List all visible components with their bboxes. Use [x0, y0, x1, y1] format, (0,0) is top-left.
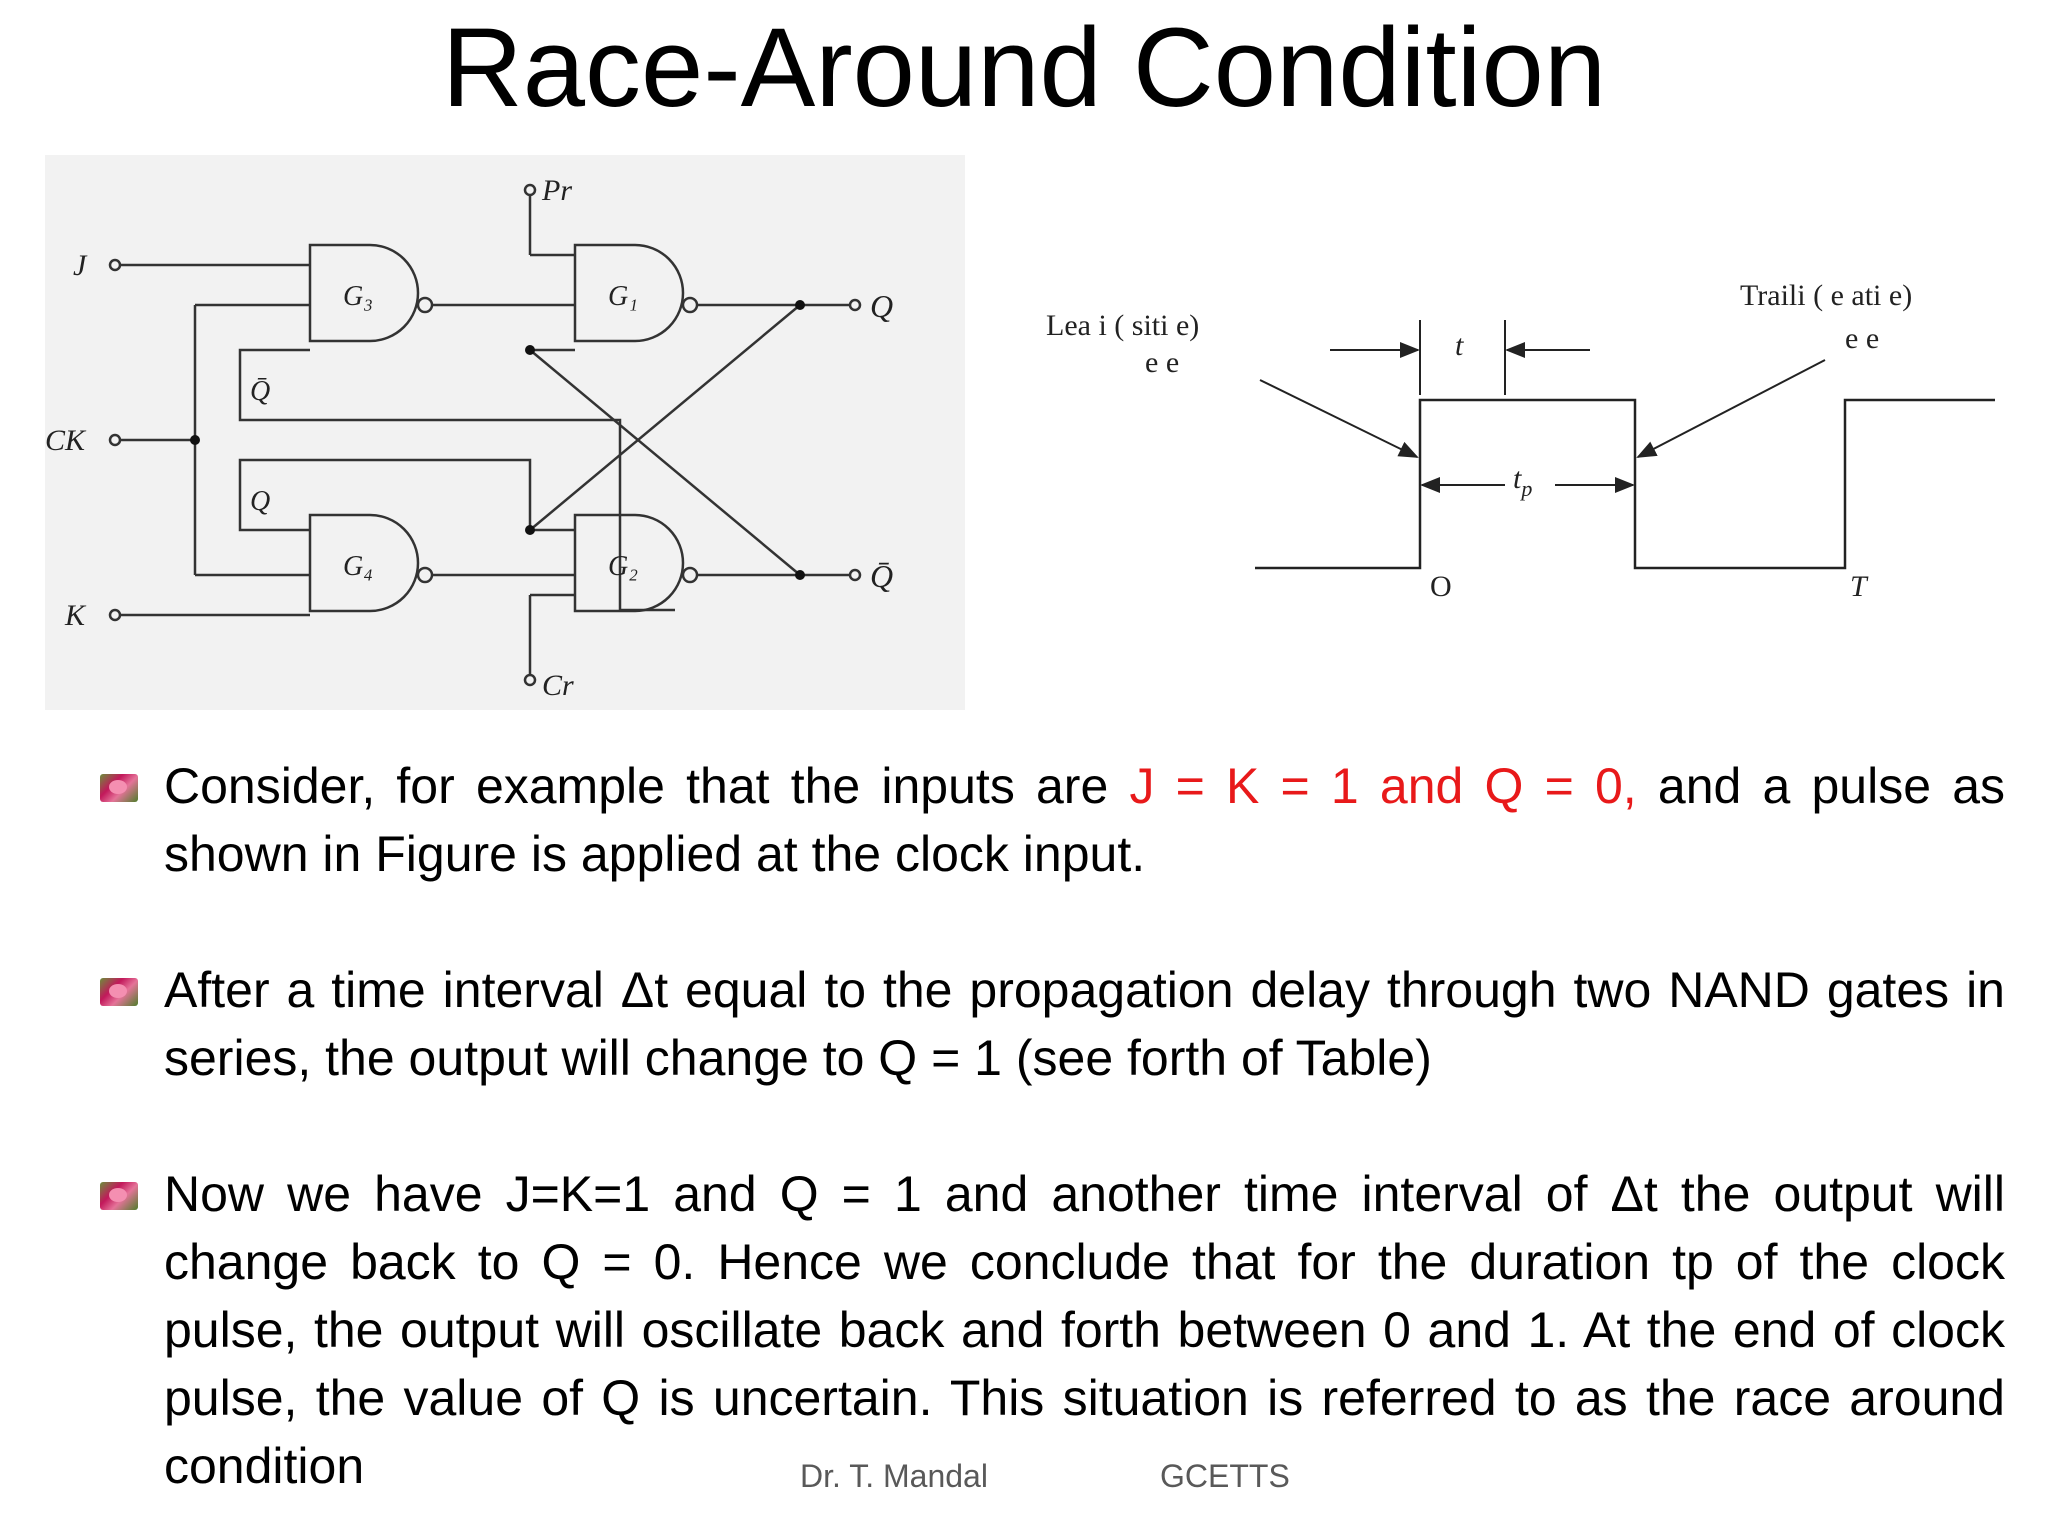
svg-text:tp [1513, 462, 1532, 501]
gate-g1-label: G₁ [608, 281, 638, 312]
preset-label: Pr [542, 174, 572, 207]
bullet-1-highlight: J = K = 1 and Q = 0, [1129, 758, 1637, 814]
trailing-edge-label: Traili ( e ati e) [1740, 279, 1913, 312]
bullet-list [100, 752, 2005, 1500]
timing-svg [1030, 270, 2048, 610]
trailing-edge-label-line2: e e [1845, 322, 1880, 355]
origin-label: O [1430, 570, 1452, 603]
tp-subscript: p [1521, 476, 1533, 501]
period-label: T [1850, 570, 1867, 603]
tp-label: t [1513, 462, 1522, 495]
slide-title: Race-Around Condition [441, 5, 1607, 130]
circuit-junctions [190, 300, 805, 580]
timing-annotations [1260, 320, 1825, 485]
feedback-qbar-label: Q̄ [250, 376, 271, 407]
clock-pulse-diagram [1030, 270, 2048, 610]
flower-bullet-icon [100, 978, 138, 1006]
output-q-label: Q [870, 288, 894, 324]
leading-edge-label-line2: e e [1145, 346, 1180, 379]
output-qbar-label: Q̄ [870, 558, 894, 594]
clear-label: Cr [542, 669, 574, 702]
leading-edge-label: Lea i ( siti e) [1046, 309, 1200, 342]
input-j-label: J [73, 249, 87, 282]
input-ck-label: CK [45, 424, 86, 457]
circuit-svg [45, 155, 965, 710]
bullet-item-2 [100, 956, 2005, 1092]
bullet-3-text: Now we have J=K=1 and Q = 1 and another time interval of Δt the output will change back to Q = 0. Hence we conclude that for the duration tp of the clock pulse, the output will oscillate back and forth between 0 and 1. At the end of clock pulse, the value of Q is uncertain. This situation is referred to as the race around condition [164, 1166, 2005, 1494]
gate-g2-label: G₂ [608, 551, 638, 582]
circuit-wires [110, 185, 860, 685]
gate-g4-label: G₄ [343, 551, 373, 582]
footer-author: Dr. T. Mandal [800, 1458, 988, 1494]
flower-bullet-icon [100, 774, 138, 802]
flower-bullet-icon [100, 1182, 138, 1210]
gate-g3-label: G₃ [343, 281, 373, 312]
input-k-label: K [65, 599, 86, 632]
bullet-item-1 [100, 752, 2005, 888]
bullet-1-text-start: Consider, for example that the inputs are [164, 758, 1130, 814]
footer-institute: GCETTS [1160, 1458, 1290, 1494]
delta-t-label: t [1455, 329, 1464, 362]
bullet-1-text-end: and a pulse as shown in Figure is applied at the clock input. [164, 758, 2006, 882]
feedback-q-label: Q [250, 486, 271, 517]
bullet-item-3 [100, 1160, 2005, 1500]
jk-flip-flop-circuit [45, 155, 965, 710]
bullet-2-text: After a time interval Δt equal to the propagation delay through two NAND gates in series, the output will change to Q = 1 (see forth of Table) [164, 962, 2005, 1086]
